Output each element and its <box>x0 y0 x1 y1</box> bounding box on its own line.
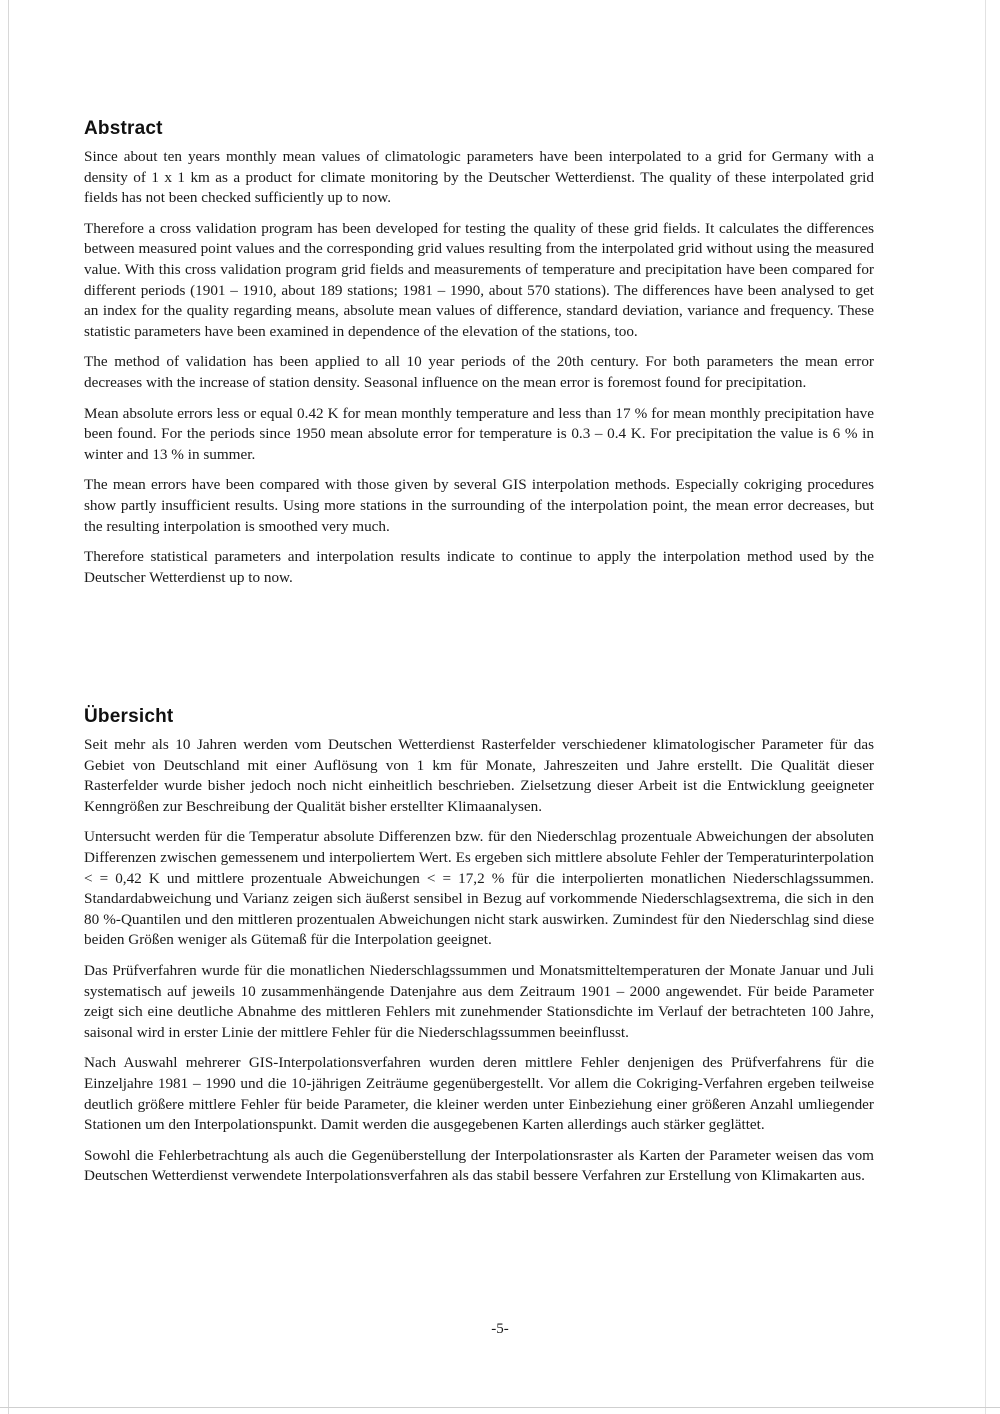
page-number-text: -5- <box>491 1321 509 1337</box>
abstract-paragraph-6: Therefore statistical parameters and interpolation results indicate to continue to apply the interpolation method used by the Deutscher Wetterdienst up to now. <box>84 548 874 586</box>
scan-edge-right <box>985 0 986 1414</box>
uebersicht-paragraph-1: Seit mehr als 10 Jahren werden vom Deutschen Wetterdienst Rasterfelder verschiedener klimatologischer Parameter für das Gebiet von Deutschland mit einer Auflösung von 1 km für Monate, Jahreszeiten und Jahre erstellt. Die Qualität dieser Rasterfelder wurde bisher jedoch noch nicht einheitlich beschrieben. Zielsetzung dieser Arbeit ist die Entwicklung geeigneter Kenngrößen zur Beschreibung der Qualität bisher erstellter Klimaanalysen. <box>84 736 874 815</box>
abstract-paragraph-2: Therefore a cross validation program has been developed for testing the quality of these grid fields. It calculates the differences between measured point values and the corresponding grid values resulting from the interpolated grid without using the measured value. With this cross validation program grid fields and measurements of temperature and precipitation have been compared for different periods (1901 – 1910, about 189 stations; 1981 – 1990, about 570 stations). The differences have been analysed to get an index for the quality regarding means, absolute mean values of difference, standard deviation, variance and frequency. These statistic parameters have been examined in dependence of the elevation of the stations, too. <box>84 219 874 340</box>
abstract-paragraph-5: The mean errors have been compared with those given by several GIS interpolation methods. Especially cokriging procedures show partly insufficient results. Using more stations in the surrounding of the interpolation point, the mean error decreases, but the resulting interpolation is smoothed very much. <box>84 476 874 535</box>
page-number <box>0 1321 1000 1338</box>
scan-edge-bottom <box>0 1407 1000 1408</box>
abstract-paragraph-1: Since about ten years monthly mean values of climatologic parameters have been interpolated to a grid for Germany with a density of 1 x 1 km as a product for climate monitoring by the Deutscher Wetterdienst. The quality of these interpolated grid fields has not been checked sufficiently up to now. <box>84 148 874 207</box>
scan-edge-left <box>8 0 9 1414</box>
uebersicht-paragraph-4: Nach Auswahl mehrerer GIS-Interpolationsverfahren wurden deren mittlere Fehler denjenigen des Prüfverfahrens für die Einzeljahre 1981 – 1990 und die 10-jährigen Zeiträume gegenübergestellt. Vor allem die Cokriging-Verfahren ergeben teilweise deutlich größere mittlere Fehler für beide Parameter, die kleiner werden unter Einbeziehung einer größeren Anzahl umliegender Stationen um den Interpolationspunkt. Damit werden die ausgegebenen Karten allerdings auch stärker geglättet. <box>84 1054 874 1134</box>
abstract-paragraph-4: Mean absolute errors less or equal 0.42 K for mean monthly temperature and less than 17 % for mean monthly precipitation have been found. For the periods since 1950 mean absolute error for temperature is 0.3 – 0.4 K. For precipitation the value is 6 % in winter and 13 % in summer. <box>84 404 874 463</box>
uebersicht-section <box>84 706 874 1197</box>
uebersicht-paragraph-2: Untersucht werden für die Temperatur absolute Differenzen bzw. für den Niederschlag prozentuale Abweichungen der absoluten Differenzen zwischen gemessenem und interpoliertem Wert. Es ergeben sich mittlere absolute Fehler der Temperaturinterpolation < = 0,42 K und mittlere prozentuale Abweichungen < = 17,2 % für die interpolierten monatlichen Niederschlagssummen. Standardabweichung und Varianz zeigen sich äußerst sensibel in Bezug auf vorkommende Niederschlagsextrema, die sich in den 80 %-Quantilen und den mittleren prozentualen Abweichungen nicht stark auswirken. Zumindest für den Niederschlag sind diese beiden Größen weniger als Gütemaß für die Interpolation geeignet. <box>84 828 874 949</box>
abstract-heading: Abstract <box>84 118 163 139</box>
abstract-paragraph-3: The method of validation has been applied to all 10 year periods of the 20th century. For both parameters the mean error decreases with the increase of station density. Seasonal influence on the mean error is foremost found for precipitation. <box>84 353 874 391</box>
uebersicht-paragraph-3: Das Prüfverfahren wurde für die monatlichen Niederschlagssummen und Monatsmitteltemperaturen der Monate Januar und Juli systematisch auf jeweils 10 zusammenhängende Datenjahre aus dem Zeitraum 1901 – 2000 angewendet. Für beide Parameter zeigt sich eine deutliche Abnahme des mittleren Fehlers mit zunehmender Stationsdichte im Verlauf der betrachteten 100 Jahre, saisonal wird in erster Linie der mittlere Fehler für die Niederschlagssummen beeinflusst. <box>84 961 874 1041</box>
abstract-section <box>84 118 874 598</box>
uebersicht-heading: Übersicht <box>84 706 174 727</box>
uebersicht-paragraph-5: Sowohl die Fehlerbetrachtung als auch die Gegenüberstellung der Interpolationsraster als Karten der Parameter weisen das vom Deutschen Wetterdienst verwendete Interpolationsverfahren als das stabil bessere Verfahren zur Erstellung von Klimakarten aus. <box>84 1146 874 1185</box>
